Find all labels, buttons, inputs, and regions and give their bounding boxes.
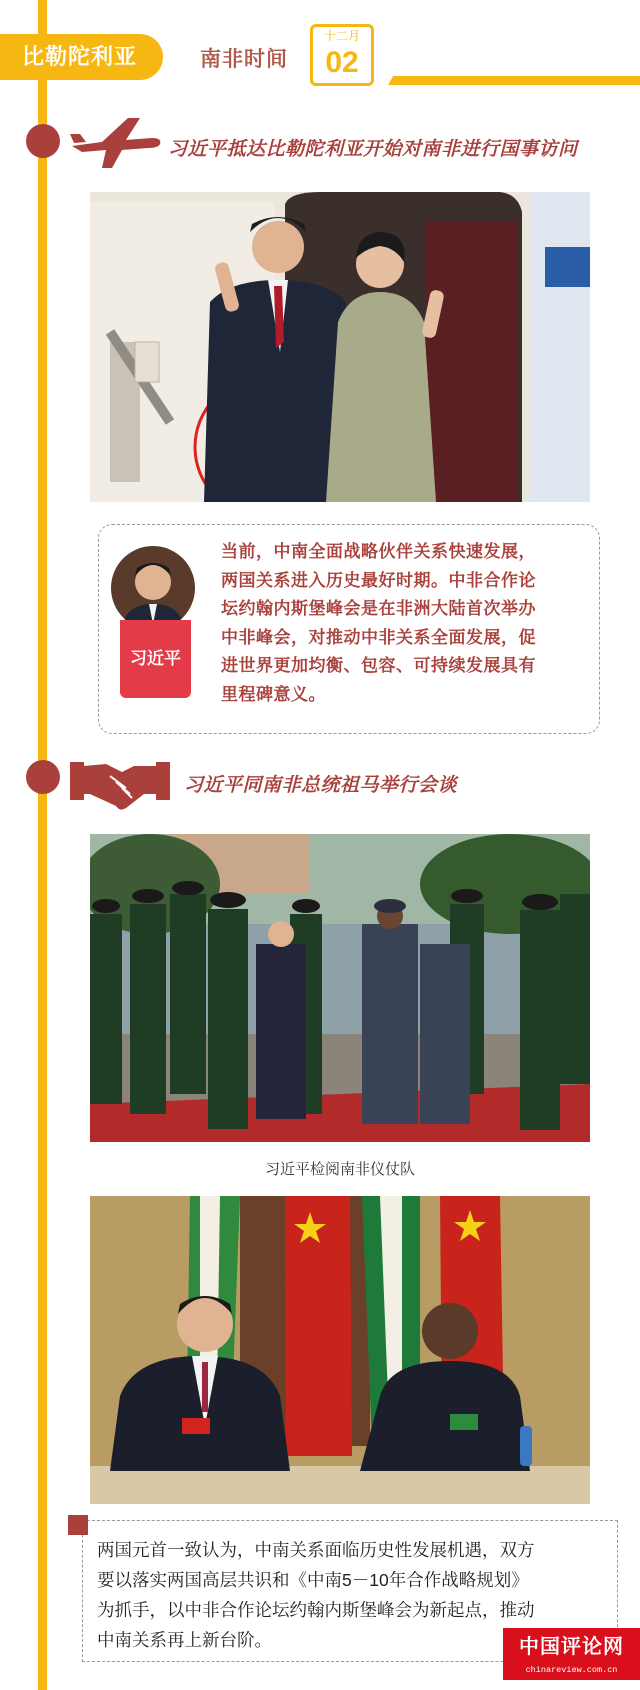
section-title: 习近平同南非总统祖马举行会谈: [184, 775, 458, 796]
quote-line: 坛约翰内斯堡峰会是在非洲大陆首次举办: [221, 599, 536, 618]
quote-line: 进世界更加均衡、包容、可持续发展具有: [221, 656, 536, 675]
summary-line: 中南关系再上新台阶。: [97, 1630, 272, 1650]
quote-line: 当前，中南全面战略伙伴关系快速发展，: [221, 542, 536, 561]
location-badge: 比勒陀利亚: [0, 34, 163, 80]
talks-photo: [90, 1196, 590, 1504]
arrival-photo: [90, 192, 590, 502]
photo-caption: 习近平检阅南非仪仗队: [264, 1161, 415, 1178]
watermark-main: 中国评论网: [519, 1636, 624, 1658]
section-dot: [26, 760, 60, 794]
section-title: 习近平抵达比勒陀利亚开始对南非进行国事访问: [168, 139, 578, 160]
watermark-logo: [503, 1628, 640, 1680]
summary-line: 两国元首一致认为，中南关系面临历史性发展机遇，双方: [97, 1540, 535, 1560]
timeline-bar: [38, 0, 47, 1690]
time-label: 南非时间: [200, 48, 288, 71]
date-day: 02: [325, 46, 359, 79]
airplane-icon: [68, 112, 164, 172]
quote-line: 两国关系进入历史最好时期。中非合作论: [221, 570, 536, 590]
honor-guard-photo: [90, 834, 590, 1142]
section-dot: [26, 124, 60, 158]
summary-marker: [68, 1515, 88, 1535]
header-stripe: [388, 76, 640, 85]
date-box: [310, 24, 374, 86]
summary-line: 为抓手，以中非合作论坛约翰内斯堡峰会为新起点，推动: [97, 1600, 535, 1620]
quote-text: [221, 538, 591, 709]
quote-line: 里程碑意义。: [221, 684, 326, 704]
handshake-icon: [70, 754, 170, 810]
watermark-sub: chinareview.com.cn: [525, 1665, 618, 1675]
date-month: 十二月: [323, 29, 360, 43]
avatar: [111, 546, 195, 630]
quote-line: 中非峰会，对推动中非关系全面发展，促: [221, 627, 536, 647]
name-tag: 习近平: [120, 620, 191, 698]
summary-line: 要以落实两国高层共识和《中南5－10年合作战略规划》: [97, 1570, 529, 1590]
